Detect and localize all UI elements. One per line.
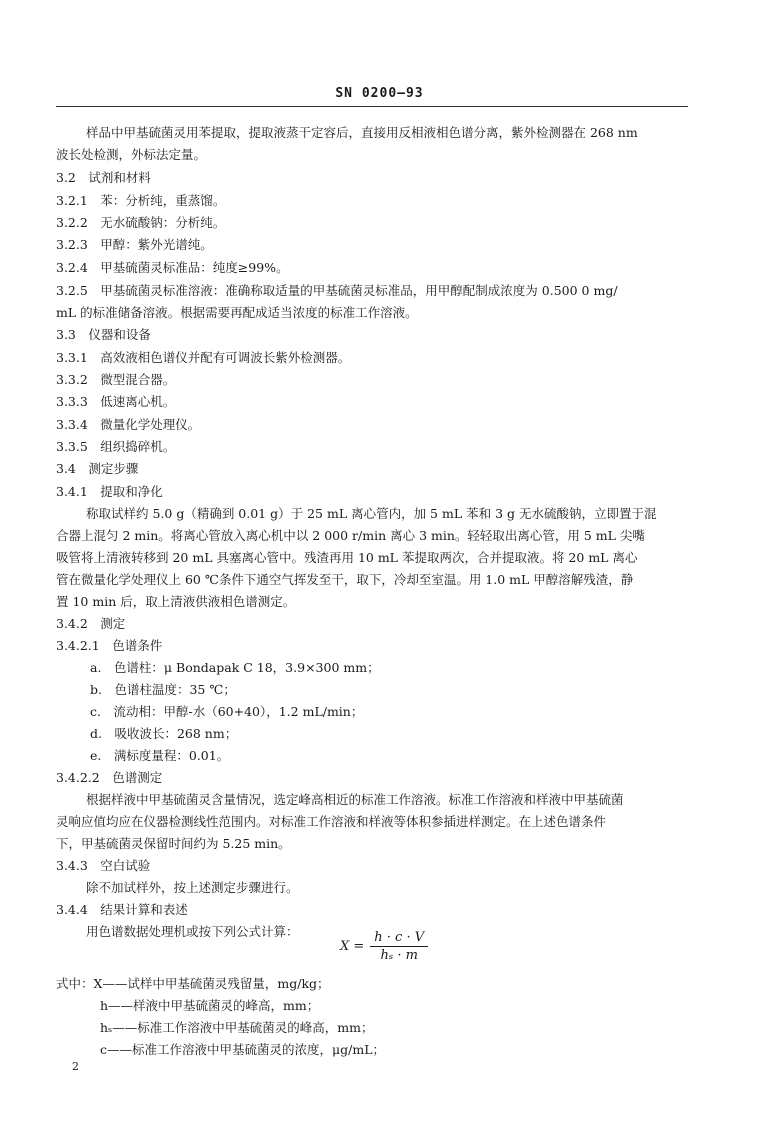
condition-b: b. 色谱柱温度：35 ℃； [90,682,236,697]
condition-e: e. 满标度量程：0.01。 [90,748,230,763]
para-calculation-intro: 用色谱数据处理机或按下列公式计算： [86,924,299,939]
section-3-4-1-heading: 3.4.1 提取和净化 [56,484,163,499]
page-number: 2 [72,1060,79,1073]
header-rule [56,106,688,107]
item-3-2-5-line-2: mL 的标准储备溶液。根据需要再配成适当浓度的标准工作溶液。 [56,305,418,320]
item-3-2-1: 3.2.1 苯：分析纯，重蒸馏。 [56,193,226,208]
condition-c: c. 流动相：甲醇-水（60+40），1.2 mL/min； [90,704,364,719]
item-3-3-1: 3.3.1 高效液相色谱仪并配有可调波长紫外检测器。 [56,350,351,365]
item-3-2-2: 3.2.2 无水硫酸钠：分析纯。 [56,215,226,230]
item-3-3-3: 3.3.3 低速离心机。 [56,394,176,409]
para-extraction-line-2: 合器上混匀 2 min。将离心管放入离心机中以 2 000 r/min 离心 3 min。轻轻取出离心管，用 5 mL 尖嘴 [56,528,645,543]
para-blank-test: 除不加试样外，按上述测定步骤进行。 [86,880,299,895]
formula-numerator: h · c · V [370,930,428,947]
para-extraction-line-1: 称取试样约 5.0 g（精确到 0.01 g）于 25 mL 离心管内，加 5 mL 苯和 3 g 无水硫酸钠，立即置于混 [86,506,657,521]
calculation-formula [340,930,428,963]
para-extraction-line-3: 吸管将上清液转移到 20 mL 具塞离心管中。残渣再用 10 mL 苯提取两次，合并提取液。将 20 mL 离心 [56,550,638,565]
section-3-4-heading: 3.4 测定步骤 [56,461,139,476]
section-3-4-2-1-heading: 3.4.2.1 色谱条件 [56,638,163,653]
item-3-3-4: 3.3.4 微量化学处理仪。 [56,417,201,432]
item-3-2-5-line-1: 3.2.5 甲基硫菌灵标准溶液：准确称取适量的甲基硫菌灵标准品，用甲醇配制成浓度为 0.500 0 mg/ [56,283,618,298]
legend-x: 式中：X——试样中甲基硫菌灵残留量，mg/kg； [56,976,330,991]
item-3-2-3: 3.2.3 甲醇：紫外光谱纯。 [56,237,213,252]
item-3-2-4: 3.2.4 甲基硫菌灵标准品：纯度≥99%。 [56,260,289,275]
section-3-2-heading: 3.2 试剂和材料 [56,170,151,185]
item-3-3-5: 3.3.5 组织捣碎机。 [56,439,176,454]
item-3-3-2: 3.3.2 微型混合器。 [56,372,176,387]
para-measurement-line-1: 根据样液中甲基硫菌灵含量情况，选定峰高相近的标准工作溶液。标准工作溶液和样液中甲基硫菌 [86,792,624,807]
para-measurement-line-3: 下，甲基硫菌灵保留时间约为 5.25 min。 [56,836,291,851]
section-3-4-2-heading: 3.4.2 测定 [56,616,126,631]
formula-fraction [370,930,428,963]
para-extraction-line-4: 管在微量化学处理仪上 60 ℃条件下通空气挥发至干，取下，冷却至室温。用 1.0 mL 甲醇溶解残渣，静 [56,572,634,587]
section-3-4-3-heading: 3.4.3 空白试验 [56,858,151,873]
legend-h: h——样液中甲基硫菌灵的峰高，mm； [100,998,320,1013]
legend-hs: hₛ——标准工作溶液中甲基硫菌灵的峰高，mm； [100,1020,374,1035]
para-intro-line-1: 样品中甲基硫菌灵用苯提取，提取液蒸干定容后，直接用反相液相色谱分离，紫外检测器在 268 nm [86,125,638,140]
para-extraction-line-5: 置 10 min 后，取上清液供液相色谱测定。 [56,594,296,609]
section-3-4-4-heading: 3.4.4 结果计算和表述 [56,902,188,917]
condition-a: a. 色谱柱：μ Bondapak C 18，3.9×300 mm； [90,660,380,675]
section-3-4-2-2-heading: 3.4.2.2 色谱测定 [56,770,163,785]
condition-d: d. 吸收波长：268 nm； [90,726,238,741]
formula-denominator: hₛ · m [380,948,418,963]
legend-c: c——标准工作溶液中甲基硫菌灵的浓度，μg/mL； [100,1042,385,1057]
standard-number-header: SN 0200—93 [335,86,424,101]
formula-lhs: X = [340,939,365,954]
para-intro-line-2: 波长处检测，外标法定量。 [56,147,207,162]
section-3-3-heading: 3.3 仪器和设备 [56,327,151,342]
para-measurement-line-2: 灵响应值均应在仪器检测线性范围内。对标准工作溶液和样液等体积参插进样测定。在上述色谱条件 [56,814,607,829]
